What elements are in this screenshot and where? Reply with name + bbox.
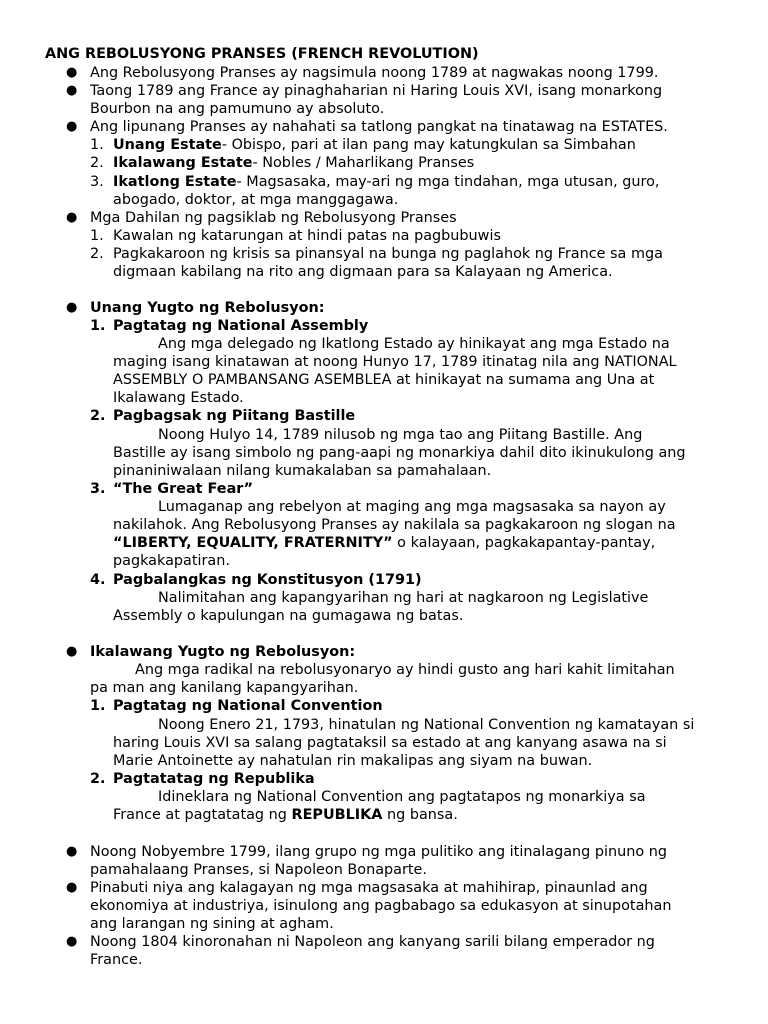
first-stage-heading: Unang Yugto ng Rebolusyon: — [90, 300, 325, 316]
republika-term: REPUBLIKA — [291, 807, 383, 823]
stage-item-text-slogan — [113, 534, 655, 552]
napoleon-bullet-2: ekonomiya at industriya, isinulong ang pagbabago sa edukasyon at sinupotahan — [90, 898, 672, 914]
stage-item-text: Lumaganap ang rebelyon at maging ang mga magsasaka sa nayon ay — [158, 499, 666, 515]
stage-item-number: 2. — [90, 408, 106, 424]
stage-item-text: Noong Hulyo 14, 1789 nilusob ng mga tao ang Piitang Bastille. Ang — [158, 427, 643, 443]
stage-item-text: maging isang kinatawan at noong Hunyo 17, 1789 itinatag nila ang NATIONAL — [113, 354, 677, 370]
intro-bullet-3: Ang lipunang Pranses ay nahahati sa tatlong pangkat na tinatawag na ESTATES. — [90, 119, 668, 135]
bullet-dot-icon: ● — [66, 210, 78, 225]
estate-item-2 — [113, 154, 474, 172]
stage-item-text: Noong Enero 21, 1793, hinatulan ng National Convention ng kamatayan si — [158, 717, 695, 733]
bullet-dot-icon: ● — [66, 880, 78, 895]
stage-item-number: 2. — [90, 771, 106, 787]
estate-desc: - Obispo, pari at ilan pang may katungkulan sa Simbahan — [221, 137, 636, 153]
stage-item-text: nakilahok. Ang Rebolusyong Pranses ay nakilala sa pagkakaroon ng slogan na — [113, 517, 676, 533]
stage-item-text: Ang mga delegado ng Ikatlong Estado ay hinikayat ang mga Estado na — [158, 336, 670, 352]
stage-item-text: pinaniniwalaan nilang kumakalaban sa pamahalaan. — [113, 463, 492, 479]
cause-item-2-line-1: Pagkakaroon ng krisis sa pinansyal na bunga ng paglahok ng France sa mga — [113, 246, 663, 262]
stage-item-title: “The Great Fear” — [113, 481, 254, 497]
napoleon-bullet-2: ang larangan ng sining at agham. — [90, 916, 334, 932]
stage-item-text: haring Louis XVI sa salang pagtataksil sa estado at ang kanyang asawa na si — [113, 735, 667, 751]
estate-name: Ikalawang Estate — [113, 155, 253, 171]
stage-item-title: Pagtatag ng National Assembly — [113, 318, 369, 334]
second-stage-heading: Ikalawang Yugto ng Rebolusyon: — [90, 644, 356, 660]
estate-item-1 — [113, 136, 636, 154]
stage-item-number: 3. — [90, 481, 106, 497]
cause-item-1: Kawalan ng katarungan at hindi patas na pagbubuwis — [113, 228, 501, 244]
napoleon-bullet-1: Noong Nobyembre 1799, ilang grupo ng mga pulitiko ang itinalagang pinuno ng — [90, 844, 667, 860]
second-stage-intro: Ang mga radikal na rebolusyonaryo ay hindi gusto ang hari kahit limitahan — [135, 662, 675, 678]
napoleon-bullet-2: Pinabuti niya ang kalagayan ng mga magsasaka at mahihirap, pinaunlad ang — [90, 880, 648, 896]
slogan: “LIBERTY, EQUALITY, FRATERNITY” — [113, 535, 393, 551]
stage-item-text: Nalimitahan ang kapangyarihan ng hari at nagkaroon ng Legislative — [158, 590, 649, 606]
second-stage-intro: pa man ang kanilang kapangyarihan. — [90, 680, 359, 696]
stage-item-text: ASSEMBLY O PAMBANSANG ASEMBLEA at hinikayat na sumama ang Una at — [113, 372, 655, 388]
text-part: France at pagtatatag ng — [113, 807, 292, 823]
estate-number: 2. — [90, 155, 104, 171]
stage-item-number: 4. — [90, 572, 106, 588]
estate-item-3-line-2: abogado, doktor, at mga manggagawa. — [113, 192, 399, 208]
bullet-dot-icon: ● — [66, 644, 78, 659]
bullet-dot-icon: ● — [66, 300, 78, 315]
stage-item-text: Assembly o kapulungan na gumagawa ng batas. — [113, 608, 464, 624]
slogan-translation: o kalayaan, pagkakapantay-pantay, — [392, 535, 656, 551]
intro-bullet-2-line-2: Bourbon na ang pamumuno ay absoluto. — [90, 101, 385, 117]
bullet-dot-icon: ● — [66, 934, 78, 949]
napoleon-bullet-3: France. — [90, 952, 143, 968]
estate-number: 1. — [90, 137, 104, 153]
intro-bullet-1: Ang Rebolusyong Pranses ay nagsimula noong 1789 at nagwakas noong 1799. — [90, 65, 659, 81]
bullet-dot-icon: ● — [66, 83, 78, 98]
stage-item-text-republika — [113, 806, 458, 824]
napoleon-bullet-3: Noong 1804 kinoronahan ni Napoleon ang kanyang sarili bilang emperador ng — [90, 934, 655, 950]
stage-item-number: 1. — [90, 318, 106, 334]
estate-name: Unang Estate — [113, 137, 222, 153]
text-part: ng bansa. — [382, 807, 458, 823]
estate-item-3 — [113, 173, 659, 191]
intro-bullet-2-line-1: Taong 1789 ang France ay pinaghaharian ni Haring Louis XVI, isang monarkong — [90, 83, 663, 99]
stage-item-text: Ikalawang Estado. — [113, 390, 244, 406]
estate-number: 3. — [90, 174, 104, 190]
bullet-dot-icon: ● — [66, 65, 78, 80]
document-title: ANG REBOLUSYONG PRANSES (FRENCH REVOLUTION) — [45, 46, 479, 62]
cause-number: 1. — [90, 228, 104, 244]
stage-item-number: 1. — [90, 698, 106, 714]
stage-item-text: Idineklara ng National Convention ang pagtatapos ng monarkiya sa — [158, 789, 646, 805]
stage-item-text: Bastille ay isang simbolo ng pang-aapi ng monarkiya dahil dito ikinukulong ang — [113, 445, 686, 461]
stage-item-title: Pagtatatag ng Republika — [113, 771, 315, 787]
estate-desc: - Nobles / Maharlikang Pranses — [252, 155, 475, 171]
intro-bullet-4: Mga Dahilan ng pagsiklab ng Rebolusyong Pranses — [90, 210, 457, 226]
cause-number: 2. — [90, 246, 104, 262]
stage-item-text: Marie Antoinette ay nahatulan rin makalipas ang siyam na buwan. — [113, 753, 593, 769]
estate-desc: - Magsasaka, may-ari ng mga tindahan, mga utusan, guro, — [236, 174, 660, 190]
estate-name: Ikatlong Estate — [113, 174, 237, 190]
stage-item-title: Pagtatag ng National Convention — [113, 698, 383, 714]
napoleon-bullet-1: pamahalaang Pranses, si Napoleon Bonaparte. — [90, 862, 427, 878]
stage-item-text: pagkakapatiran. — [113, 553, 230, 569]
stage-item-title: Pagbagsak ng Piitang Bastille — [113, 408, 356, 424]
bullet-dot-icon: ● — [66, 119, 78, 134]
stage-item-title: Pagbalangkas ng Konstitusyon (1791) — [113, 572, 422, 588]
bullet-dot-icon: ● — [66, 844, 78, 859]
cause-item-2-line-2: digmaan kabilang na rito ang digmaan para sa Kalayaan ng America. — [113, 264, 613, 280]
